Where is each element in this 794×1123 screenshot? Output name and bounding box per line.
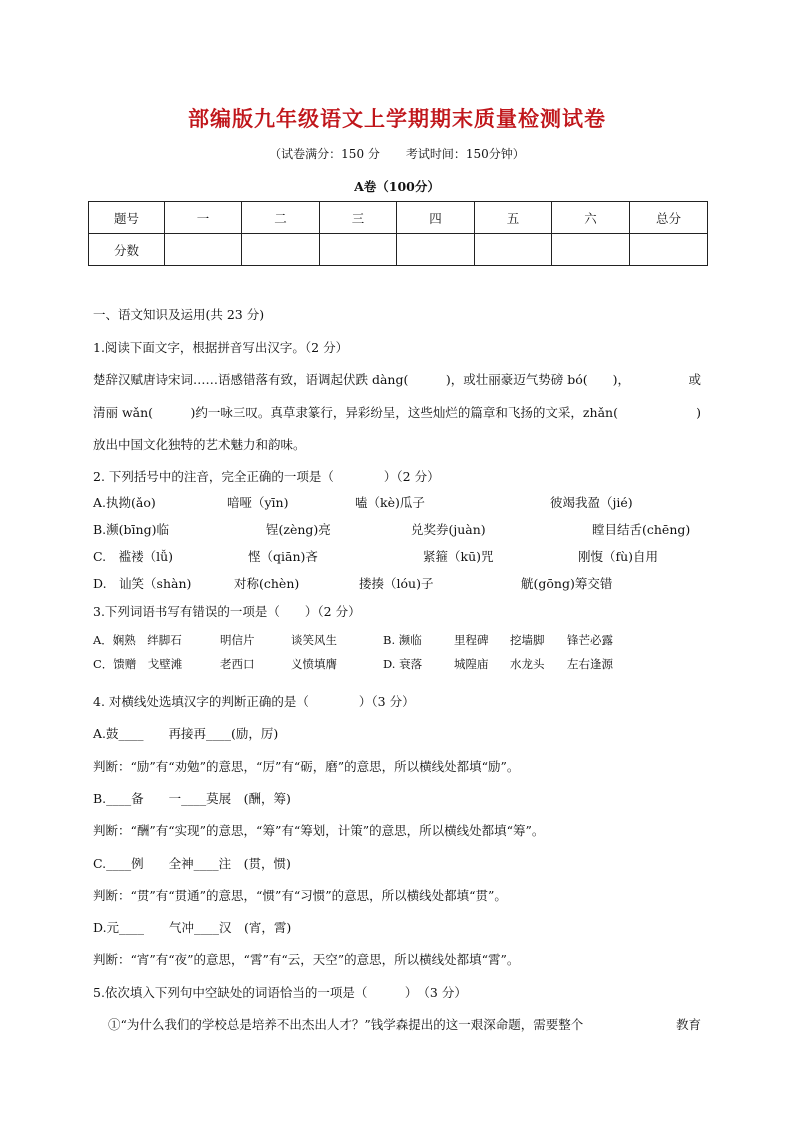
q3-option-a-2: 明信片 (220, 633, 255, 647)
q3-option-b-4: 锋芒必露 (567, 633, 613, 647)
q1-stem: 1.阅读下面文字，根据拼音写出汉字。（2 分） (93, 340, 349, 355)
q2-option-d-1: D. 讪笑（shàn) (93, 576, 192, 591)
q2-option-c-2: 悭（qiān)吝 (248, 549, 318, 564)
table-cell: 二 (242, 202, 320, 234)
q4-judge-b: 判断：“酬”有“实现”的意思，“筹”有“筹划，计策”的意思，所以横线处都填“筹”。 (93, 823, 545, 838)
q3-option-c-2: 老西口 (220, 657, 255, 671)
q2-option-a-4: 彼竭我盈（jié) (550, 495, 633, 510)
q3-option-b-1: B. 濒临 (383, 633, 422, 647)
exam-title: 部编版九年级语文上学期期末质量检测试卷 (188, 107, 606, 131)
table-cell: 题号 (89, 202, 165, 234)
section-a-heading: A卷（100分） (354, 179, 440, 194)
score-table-header-row (89, 202, 708, 234)
q3-option-c-1: C．馈赠 戈壁滩 (93, 657, 183, 671)
q4-judge-c: 判断：“贯”有“贯通”的意思，“惯”有“习惯”的意思，所以横线处都填“贯”。 (93, 888, 507, 903)
score-blank-cell (475, 234, 552, 266)
q3-option-a-1: A．娴熟 绊脚石 (93, 633, 182, 647)
q1-text-line2 (93, 405, 701, 421)
q2-option-c-1: C. 褴褛（lǚ) (93, 549, 174, 564)
table-cell: 一 (165, 202, 242, 234)
score-blank-cell (397, 234, 475, 266)
q5-sentence-1-end: 教育 (675, 1017, 701, 1032)
q2-option-a-1: A.执拗(ǎo) (93, 495, 156, 510)
q2-option-d-3: 搂揍（lóu)子 (359, 576, 434, 591)
q2-stem: 2. 下列括号中的注音，完全正确的一项是（ ）（2 分） (93, 469, 440, 484)
table-cell: 五 (475, 202, 552, 234)
score-blank-cell (165, 234, 242, 266)
score-blank-cell (552, 234, 630, 266)
q1-line2-text: 清丽 wǎn( )约一咏三叹。真草隶篆行，异彩纷呈，这些灿烂的篇章和飞扬的文采，zhǎn( (93, 405, 618, 420)
q3-option-b-3: 挖墙脚 (510, 633, 545, 647)
q4-judge-d: 判断：“宵”有“夜”的意思，“霄”有“云，天空”的意思，所以横线处都填“霄”。 (93, 952, 520, 967)
q2-option-b-1: B.濒(bīng)临 (93, 522, 169, 537)
q5-sentence-1-text: ①“为什么我们的学校总是培养不出杰出人才？”钱学森提出的这一艰深命题，需要整个 (108, 1017, 584, 1032)
q4-stem: 4. 对横线处选填汉字的判断正确的是（ ）（3 分） (93, 694, 415, 709)
part1-heading: 一、语文知识及运用(共 23 分) (93, 307, 265, 322)
q2-option-b-2: 锃(zèng)亮 (266, 522, 331, 537)
q1-text-line3: 放出中国文化独特的艺术魅力和韵味。 (93, 437, 306, 452)
q2-option-c-4: 刚愎（fù)自用 (578, 549, 659, 564)
q1-line2-end: ) (696, 405, 701, 420)
q2-option-a-2: 喑哑（yīn) (227, 495, 289, 510)
q5-sentence-1 (108, 1017, 701, 1033)
q3-option-a-3: 谈笑风生 (291, 633, 337, 647)
table-cell: 六 (552, 202, 630, 234)
score-table-score-row (89, 234, 708, 266)
q4-option-a: A.鼓____ 再接再____(励，厉) (93, 726, 279, 741)
q1-line1-text: 楚辞汉赋唐诗宋词……语感错落有致，语调起伏跌 dàng( )，或壮丽豪迈气势磅 bó( )， (93, 372, 630, 387)
q2-option-c-3: 紧箍（kū)咒 (423, 549, 494, 564)
q2-option-a-3: 嗑（kè)瓜子 (355, 495, 425, 510)
q4-option-d: D.元____ 气冲____汉 (宵，霄) (93, 920, 292, 935)
table-cell: 总分 (630, 202, 708, 234)
table-cell: 四 (397, 202, 475, 234)
score-table (88, 201, 708, 266)
q2-option-b-3: 兑奖券(juàn) (411, 522, 486, 537)
q3-option-d-2: 城隍庙 (454, 657, 489, 671)
exam-time-text: 考试时间：150分钟） (405, 147, 525, 161)
q3-option-d-3: 水龙头 (510, 657, 545, 671)
q1-line1-end: 或 (688, 372, 701, 387)
q3-stem: 3.下列词语书写有错误的一项是（ ）（2 分） (93, 604, 361, 619)
q4-option-b: B.____备 一____莫展 (酬，筹) (93, 791, 291, 806)
q3-option-d-4: 左右逢源 (567, 657, 613, 671)
q2-option-d-2: 对称(chèn) (234, 576, 300, 591)
full-score-text: （试卷满分：150 分 (269, 147, 380, 161)
q4-judge-a: 判断：“励”有“劝勉”的意思，“厉”有“砺，磨”的意思，所以横线处都填“励”。 (93, 759, 520, 774)
table-cell: 分数 (89, 234, 165, 266)
q3-option-b-2: 里程碑 (454, 633, 489, 647)
q1-text-line1 (93, 372, 701, 388)
score-blank-cell (320, 234, 397, 266)
q5-stem: 5.依次填入下列句中空缺处的词语恰当的一项是（ ） （3 分） (93, 985, 467, 1000)
q3-option-d-1: D. 衰落 (383, 657, 423, 671)
q2-option-d-4: 觥(gōng)筹交错 (521, 576, 613, 591)
score-blank-cell (630, 234, 708, 266)
exam-info (0, 145, 794, 162)
q2-option-b-4: 瞠目结舌(chēng) (592, 522, 691, 537)
score-blank-cell (242, 234, 320, 266)
q4-option-c: C.____例 全神____注 (贯，惯) (93, 856, 291, 871)
q3-option-c-3: 义愤填膺 (291, 657, 337, 671)
table-cell: 三 (320, 202, 397, 234)
